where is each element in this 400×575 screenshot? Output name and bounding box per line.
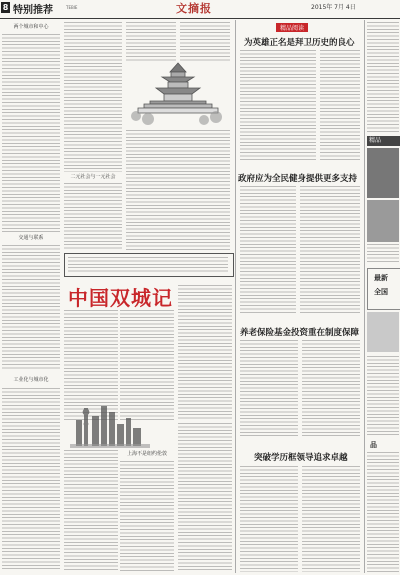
feature-text-2 xyxy=(64,183,122,251)
left-text-block-2 xyxy=(2,245,60,370)
left-subhead-3: 工业化与城市化 xyxy=(13,377,49,383)
far-right-label-1: 精品 xyxy=(367,136,400,146)
left-subhead-2: 交通与联系 xyxy=(18,235,44,241)
feature-text-10 xyxy=(120,461,174,572)
column-rule-far-right xyxy=(364,20,365,573)
feature-text-11 xyxy=(178,423,232,572)
temple-of-heaven-illustration xyxy=(128,58,228,128)
article-4-col-2 xyxy=(302,466,360,572)
article-title-3: 养老保险基金投资重在制度保障 xyxy=(240,328,360,338)
article-2-col-2 xyxy=(300,186,360,314)
feature-text-4 xyxy=(126,130,230,250)
left-text-block-3 xyxy=(2,388,60,570)
feature-text-9 xyxy=(64,450,118,572)
left-column xyxy=(2,22,60,572)
far-right-text-1 xyxy=(367,22,399,132)
article-title-4: 突破学历框领导追求卓越 xyxy=(254,453,348,463)
far-right-text-4 xyxy=(367,452,399,572)
section-title: 特别推荐 xyxy=(13,5,53,16)
article-title-1: 为英雄正名是拜卫历史的良心 xyxy=(244,38,355,48)
far-right-box xyxy=(367,268,400,310)
feature-intro-box xyxy=(64,253,234,277)
article-3-col-1 xyxy=(240,340,298,436)
feature-text-8 xyxy=(178,285,232,420)
far-right-photo-3 xyxy=(367,312,399,352)
left-subhead-1: 两个城市和中心 xyxy=(13,24,49,30)
feature-subhead-1: 二元社会与一元社会 xyxy=(70,174,116,180)
page-number: 8 xyxy=(2,3,9,12)
far-right-text-3 xyxy=(367,356,399,436)
feature-text-3 xyxy=(126,22,176,62)
left-text-block-1 xyxy=(2,34,60,232)
far-right-label-4: 品 xyxy=(370,440,377,449)
section-tag: 精品阅读 xyxy=(276,23,308,32)
far-right-photo-1 xyxy=(367,148,399,198)
article-1-col-1 xyxy=(240,50,316,162)
article-2-col-1 xyxy=(240,186,296,314)
article-1-col-2 xyxy=(320,50,360,162)
far-right-label-3: 全国 xyxy=(374,287,388,296)
shanghai-skyline-illustration xyxy=(70,398,150,448)
feature-title: 中国双城记 xyxy=(68,286,173,310)
far-right-label-2: 最新 xyxy=(374,273,388,282)
issue-date: 2015年 7月 4日 xyxy=(311,4,356,11)
article-title-2: 政府应为全民健身提供更多支持 xyxy=(238,174,358,184)
masthead: 文摘报 xyxy=(176,2,212,15)
column-rule xyxy=(235,20,236,573)
feature-intro-text xyxy=(68,257,228,273)
feature-text-5 xyxy=(180,22,230,62)
section-subtitle: TEBIE xyxy=(66,5,78,10)
article-3-col-2 xyxy=(302,340,360,436)
far-right-text-2 xyxy=(367,244,399,264)
feature-text-1 xyxy=(64,22,122,172)
feature-subhead-2: 上海不是纽约伦敦 xyxy=(126,451,167,457)
far-right-photo-2 xyxy=(367,200,399,242)
article-4-col-1 xyxy=(240,466,298,572)
